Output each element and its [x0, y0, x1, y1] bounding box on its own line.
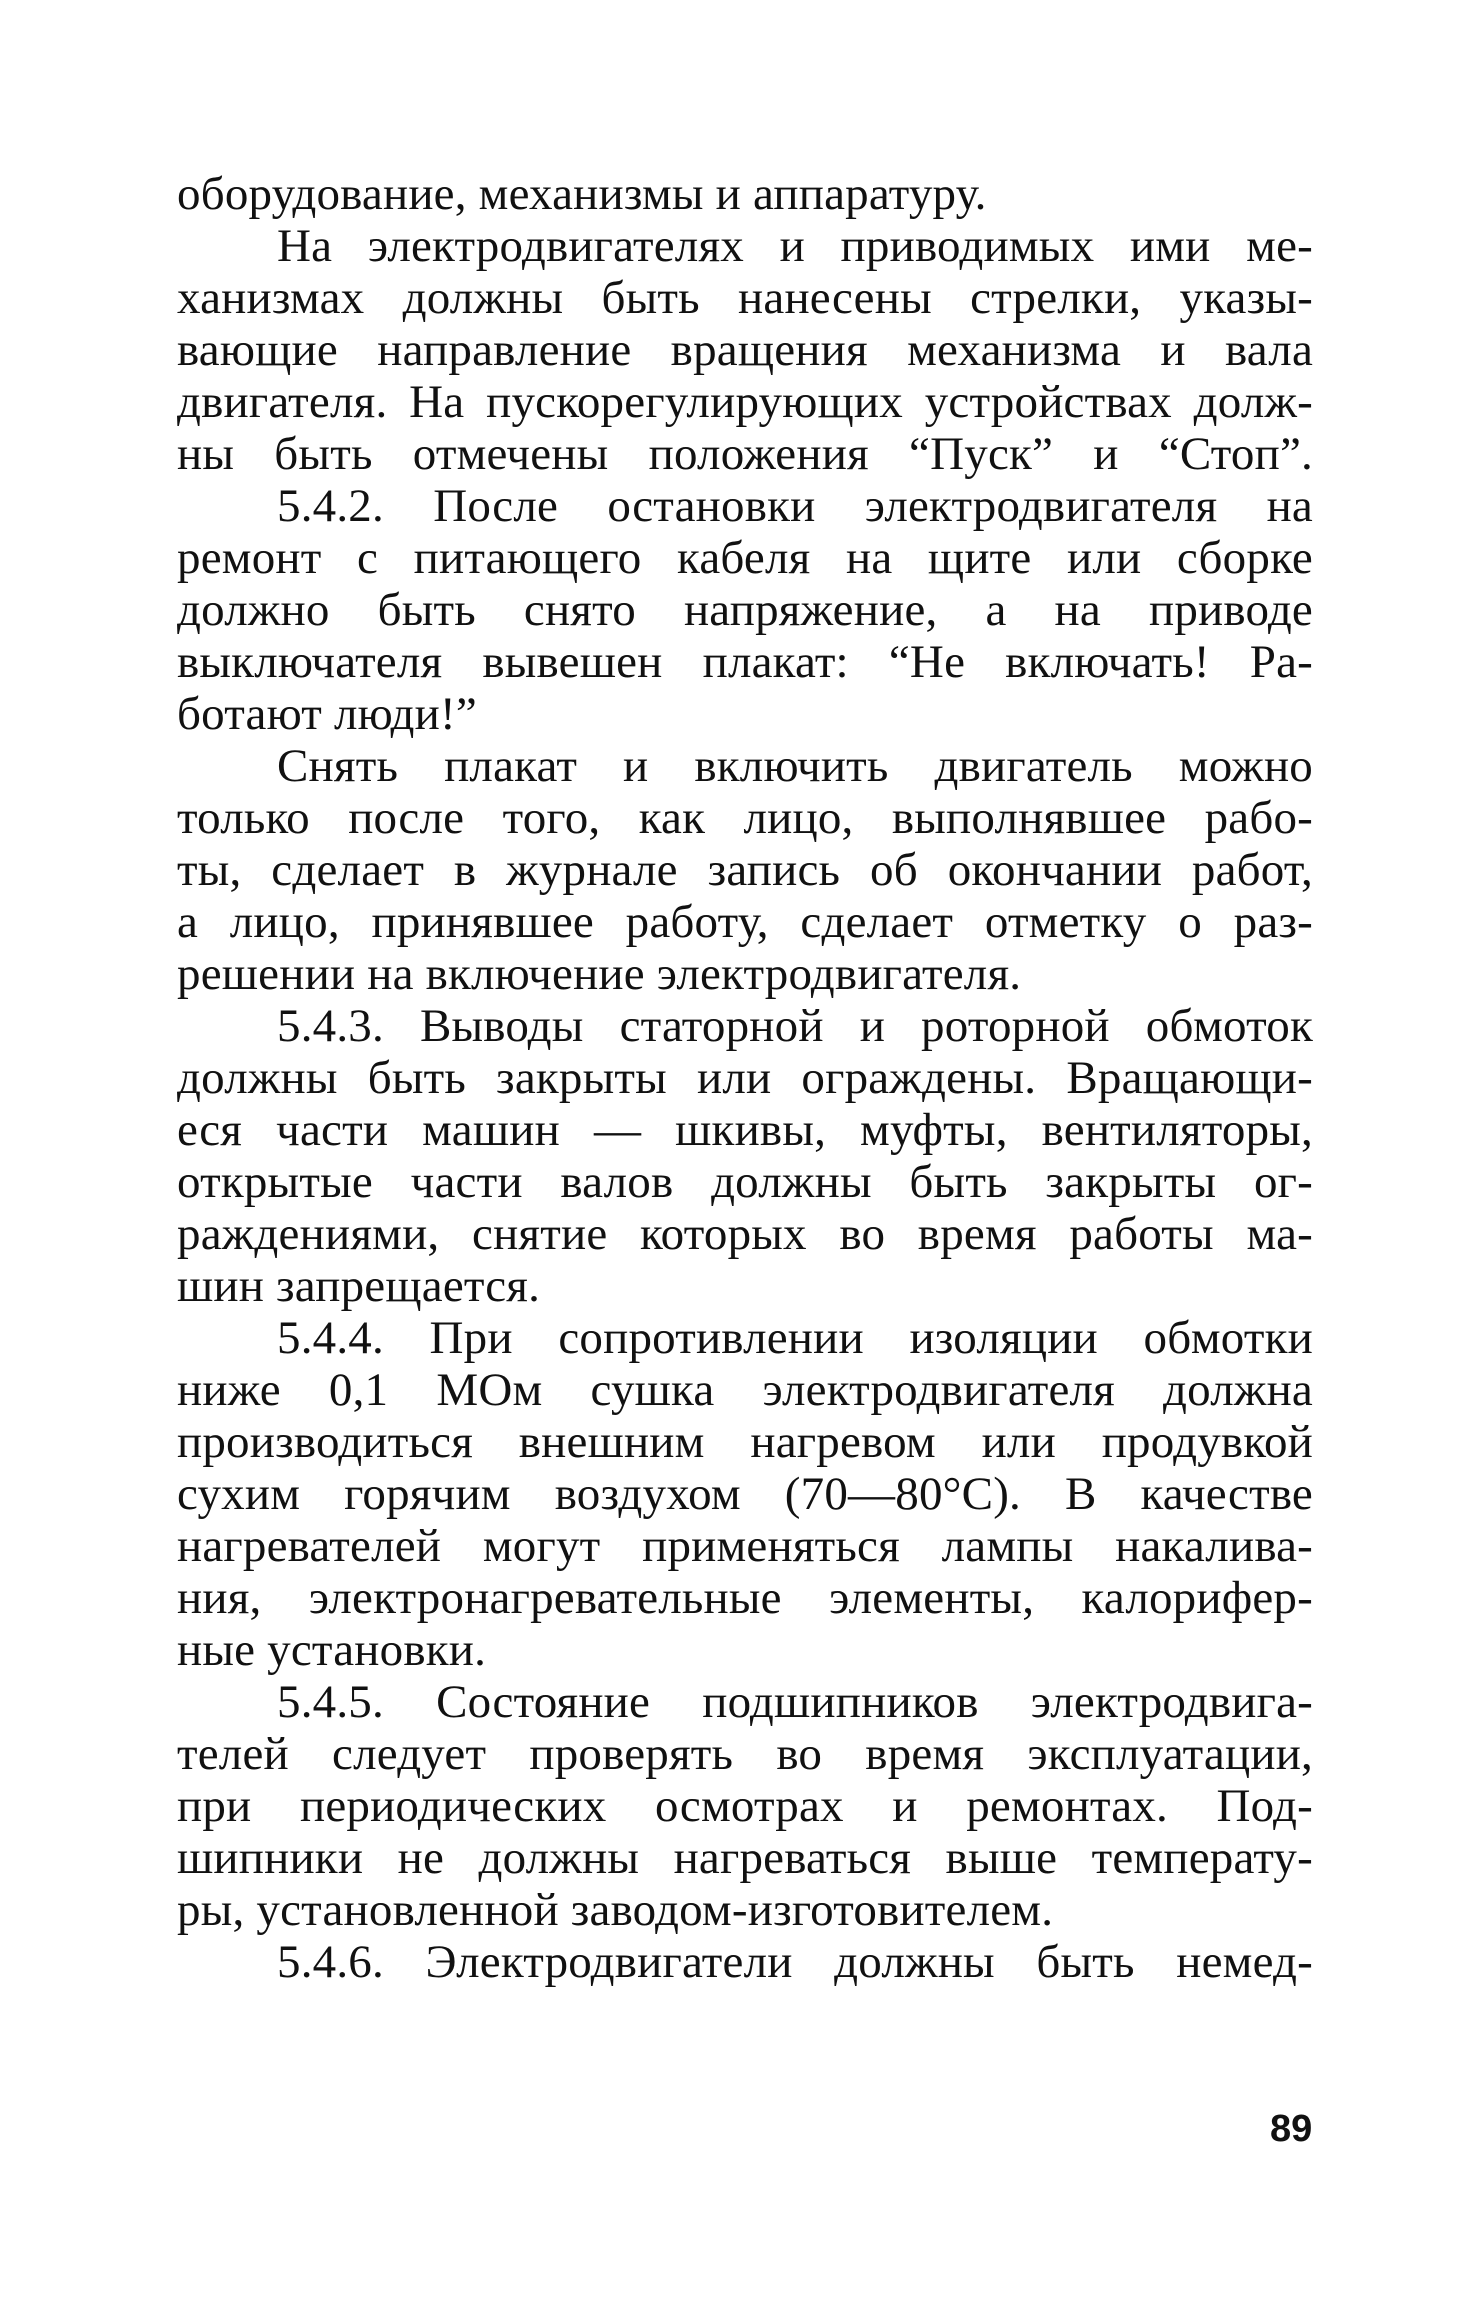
text-line: ниже 0,1 МОм сушка электродвигателя должна — [177, 1364, 1313, 1416]
text-line: выключателя вывешен плакат: “Не включать! Ра- — [177, 636, 1313, 688]
text-line: открытые части валов должны быть закрыты ог- — [177, 1156, 1313, 1208]
text-line: должны быть закрыты или ограждены. Вращающи- — [177, 1052, 1313, 1104]
text-line: 5.4.4. При сопротивлении изоляции обмотки — [277, 1312, 1313, 1364]
text-line: а лицо, принявшее работу, сделает отметку о раз- — [177, 896, 1313, 948]
text-line: вающие направление вращения механизма и вала — [177, 324, 1313, 376]
text-line: должно быть снято напряжение, а на приводе — [177, 584, 1313, 636]
text-line: решении на включение электродвигателя. — [177, 948, 1022, 1000]
page-number: 89 — [1270, 2108, 1313, 2150]
text-line: только после того, как лицо, выполнявшее рабо- — [177, 792, 1313, 844]
text-line: ры, установленной заводом-изготовителем. — [177, 1884, 1054, 1936]
text-line: шин запрещается. — [177, 1260, 541, 1312]
text-line: двигателя. На пускорегулирующих устройствах долж- — [177, 376, 1313, 428]
text-line: 5.4.3. Выводы статорной и роторной обмоток — [277, 1000, 1313, 1052]
text-line: телей следует проверять во время эксплуатации, — [177, 1728, 1313, 1780]
text-line: ханизмах должны быть нанесены стрелки, указы- — [177, 272, 1313, 324]
text-line: сухим горячим воздухом (70—80°С). В качестве — [177, 1468, 1313, 1520]
text-line: 5.4.2. После остановки электродвигателя на — [277, 480, 1313, 532]
text-line: при периодических осмотрах и ремонтах. Под- — [177, 1780, 1313, 1832]
text-line: нагревателей могут применяться лампы накалива- — [177, 1520, 1313, 1572]
text-line: ны быть отмечены положения “Пуск” и “Стоп”. — [177, 428, 1313, 480]
text-line: 5.4.5. Состояние подшипников электродвига- — [277, 1676, 1313, 1728]
text-line: На электродвигателях и приводимых ими ме- — [277, 220, 1313, 272]
text-line: шипники не должны нагреваться выше температу- — [177, 1832, 1313, 1884]
text-line: ремонт с питающего кабеля на щите или сборке — [177, 532, 1313, 584]
text-line: раждениями, снятие которых во время работы ма- — [177, 1208, 1313, 1260]
text-line: ботают люди!” — [177, 688, 477, 740]
page-text — [177, 168, 1313, 1988]
text-line: оборудование, механизмы и аппаратуру. — [177, 168, 987, 220]
text-line: ния, электронагревательные элементы, калорифер- — [177, 1572, 1313, 1624]
text-line: Снять плакат и включить двигатель можно — [277, 740, 1313, 792]
text-line: производиться внешним нагревом или продувкой — [177, 1416, 1313, 1468]
text-line: ные установки. — [177, 1624, 487, 1676]
text-line: 5.4.6. Электродвигатели должны быть немед- — [277, 1936, 1313, 1988]
text-line: ты, сделает в журнале запись об окончании работ, — [177, 844, 1313, 896]
text-line: еся части машин — шкивы, муфты, вентиляторы, — [177, 1104, 1313, 1156]
